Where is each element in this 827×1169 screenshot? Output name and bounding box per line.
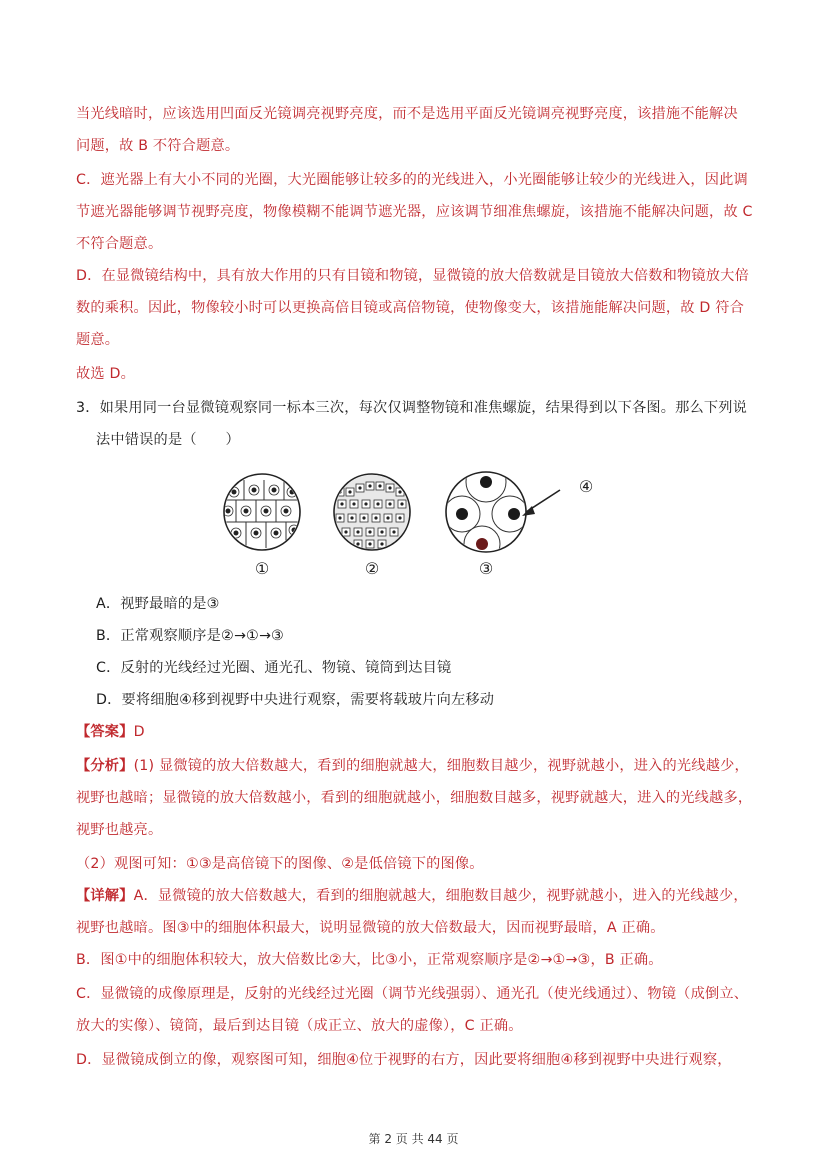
answer-tag: 【答案】 bbox=[76, 724, 134, 740]
microscope-figure bbox=[220, 470, 610, 580]
answer-value: D bbox=[133, 724, 145, 740]
analysis-text: (1) 显微镜的放大倍数越大，看到的细胞就越大，细胞数目越少，视野就越小，进入的光线越少， bbox=[133, 758, 749, 774]
text-line: 问题，故 B 不符合题意。 bbox=[76, 138, 240, 154]
choose-line: 故选 D。 bbox=[76, 366, 135, 382]
analysis-line bbox=[76, 756, 756, 776]
text-line: 数的乘积。因此，物像较小时可以更换高倍目镜或高倍物镜，使物像变大，该措施能解决问题，故 D 符合 bbox=[76, 300, 744, 316]
text-line: 视野也越亮。 bbox=[76, 822, 163, 838]
text-line: C．显微镜的成像原理是，反射的光线经过光圈（调节光线强弱）、通光孔（使光线通过）、物镜（成倒立、 bbox=[76, 986, 749, 1002]
analysis-tag: 【分析】 bbox=[76, 758, 134, 774]
text-line: 题意。 bbox=[76, 332, 120, 348]
field-2 bbox=[334, 474, 410, 550]
field-3 bbox=[444, 470, 560, 562]
text-line: 视野也越暗；显微镜的放大倍数越小，看到的细胞就越小，细胞数目越多，视野就越大，进入的光线越多， bbox=[76, 790, 753, 806]
text-line: B．图①中的细胞体积较大，放大倍数比②大，比③小，正常观察顺序是②→①→③，B 正确。 bbox=[76, 952, 663, 968]
option-a: A．视野最暗的是③ bbox=[96, 596, 220, 612]
field-label-3: ③ bbox=[478, 559, 494, 578]
question-stem-cont: 法中错误的是（ ） bbox=[96, 432, 240, 448]
text-line: 当光线暗时，应该选用凹面反光镜调亮视野亮度，而不是选用平面反光镜调亮视野亮度，该措施不能解决 bbox=[76, 106, 738, 122]
text-line: C．遮光器上有大小不同的光圈，大光圈能够让较多的的光线进入，小光圈能够让较少的光线进入，因此调 bbox=[76, 172, 748, 188]
answer-line bbox=[76, 722, 756, 742]
text-line: D．在显微镜结构中，具有放大作用的只有目镜和物镜，显微镜的放大倍数就是目镜放大倍数和物镜放大倍 bbox=[76, 268, 749, 284]
detail-line bbox=[76, 886, 756, 906]
detail-tag: 【详解】 bbox=[76, 888, 134, 904]
page-footer: 第 2 页 共 44 页 bbox=[368, 1132, 459, 1146]
text-line: （2）观图可知：①③是高倍镜下的图像、②是低倍镜下的图像。 bbox=[76, 856, 484, 872]
text-line: 节遮光器能够调节视野亮度，物像模糊不能调节遮光器，应该调节细准焦螺旋，该措施不能解决问题，故 C bbox=[76, 204, 753, 220]
question-stem: 3．如果用同一台显微镜观察同一标本三次，每次仅调整物镜和准焦螺旋，结果得到以下各图。那么下列说 bbox=[76, 400, 748, 416]
field-label-2: ② bbox=[364, 559, 380, 578]
option-b: B．正常观察顺序是②→①→③ bbox=[96, 628, 284, 644]
detail-text: A．显微镜的放大倍数越大，看到的细胞就越大，细胞数目越少，视野就越小，进入的光线越少， bbox=[133, 888, 748, 904]
text-line: D．显微镜成倒立的像，观察图可知，细胞④位于视野的右方，因此要将细胞④移到视野中央进行观察， bbox=[76, 1052, 732, 1068]
text-line: 放大的实像）、镜筒，最后到达目镜（成正立、放大的虚像），C 正确。 bbox=[76, 1018, 523, 1034]
field-1 bbox=[223, 474, 300, 550]
text-line: 不符合题意。 bbox=[76, 236, 163, 252]
option-c: C．反射的光线经过光圈、通光孔、物镜、镜筒到达目镜 bbox=[96, 660, 452, 676]
text-line: 视野也越暗。图③中的细胞体积最大，说明显微镜的放大倍数最大，因而视野最暗，A 正确。 bbox=[76, 920, 665, 936]
pointer-label: ④ bbox=[578, 477, 594, 496]
field-label-1: ① bbox=[254, 559, 270, 578]
option-d: D．要将细胞④移到视野中央进行观察，需要将载玻片向左移动 bbox=[96, 692, 495, 708]
